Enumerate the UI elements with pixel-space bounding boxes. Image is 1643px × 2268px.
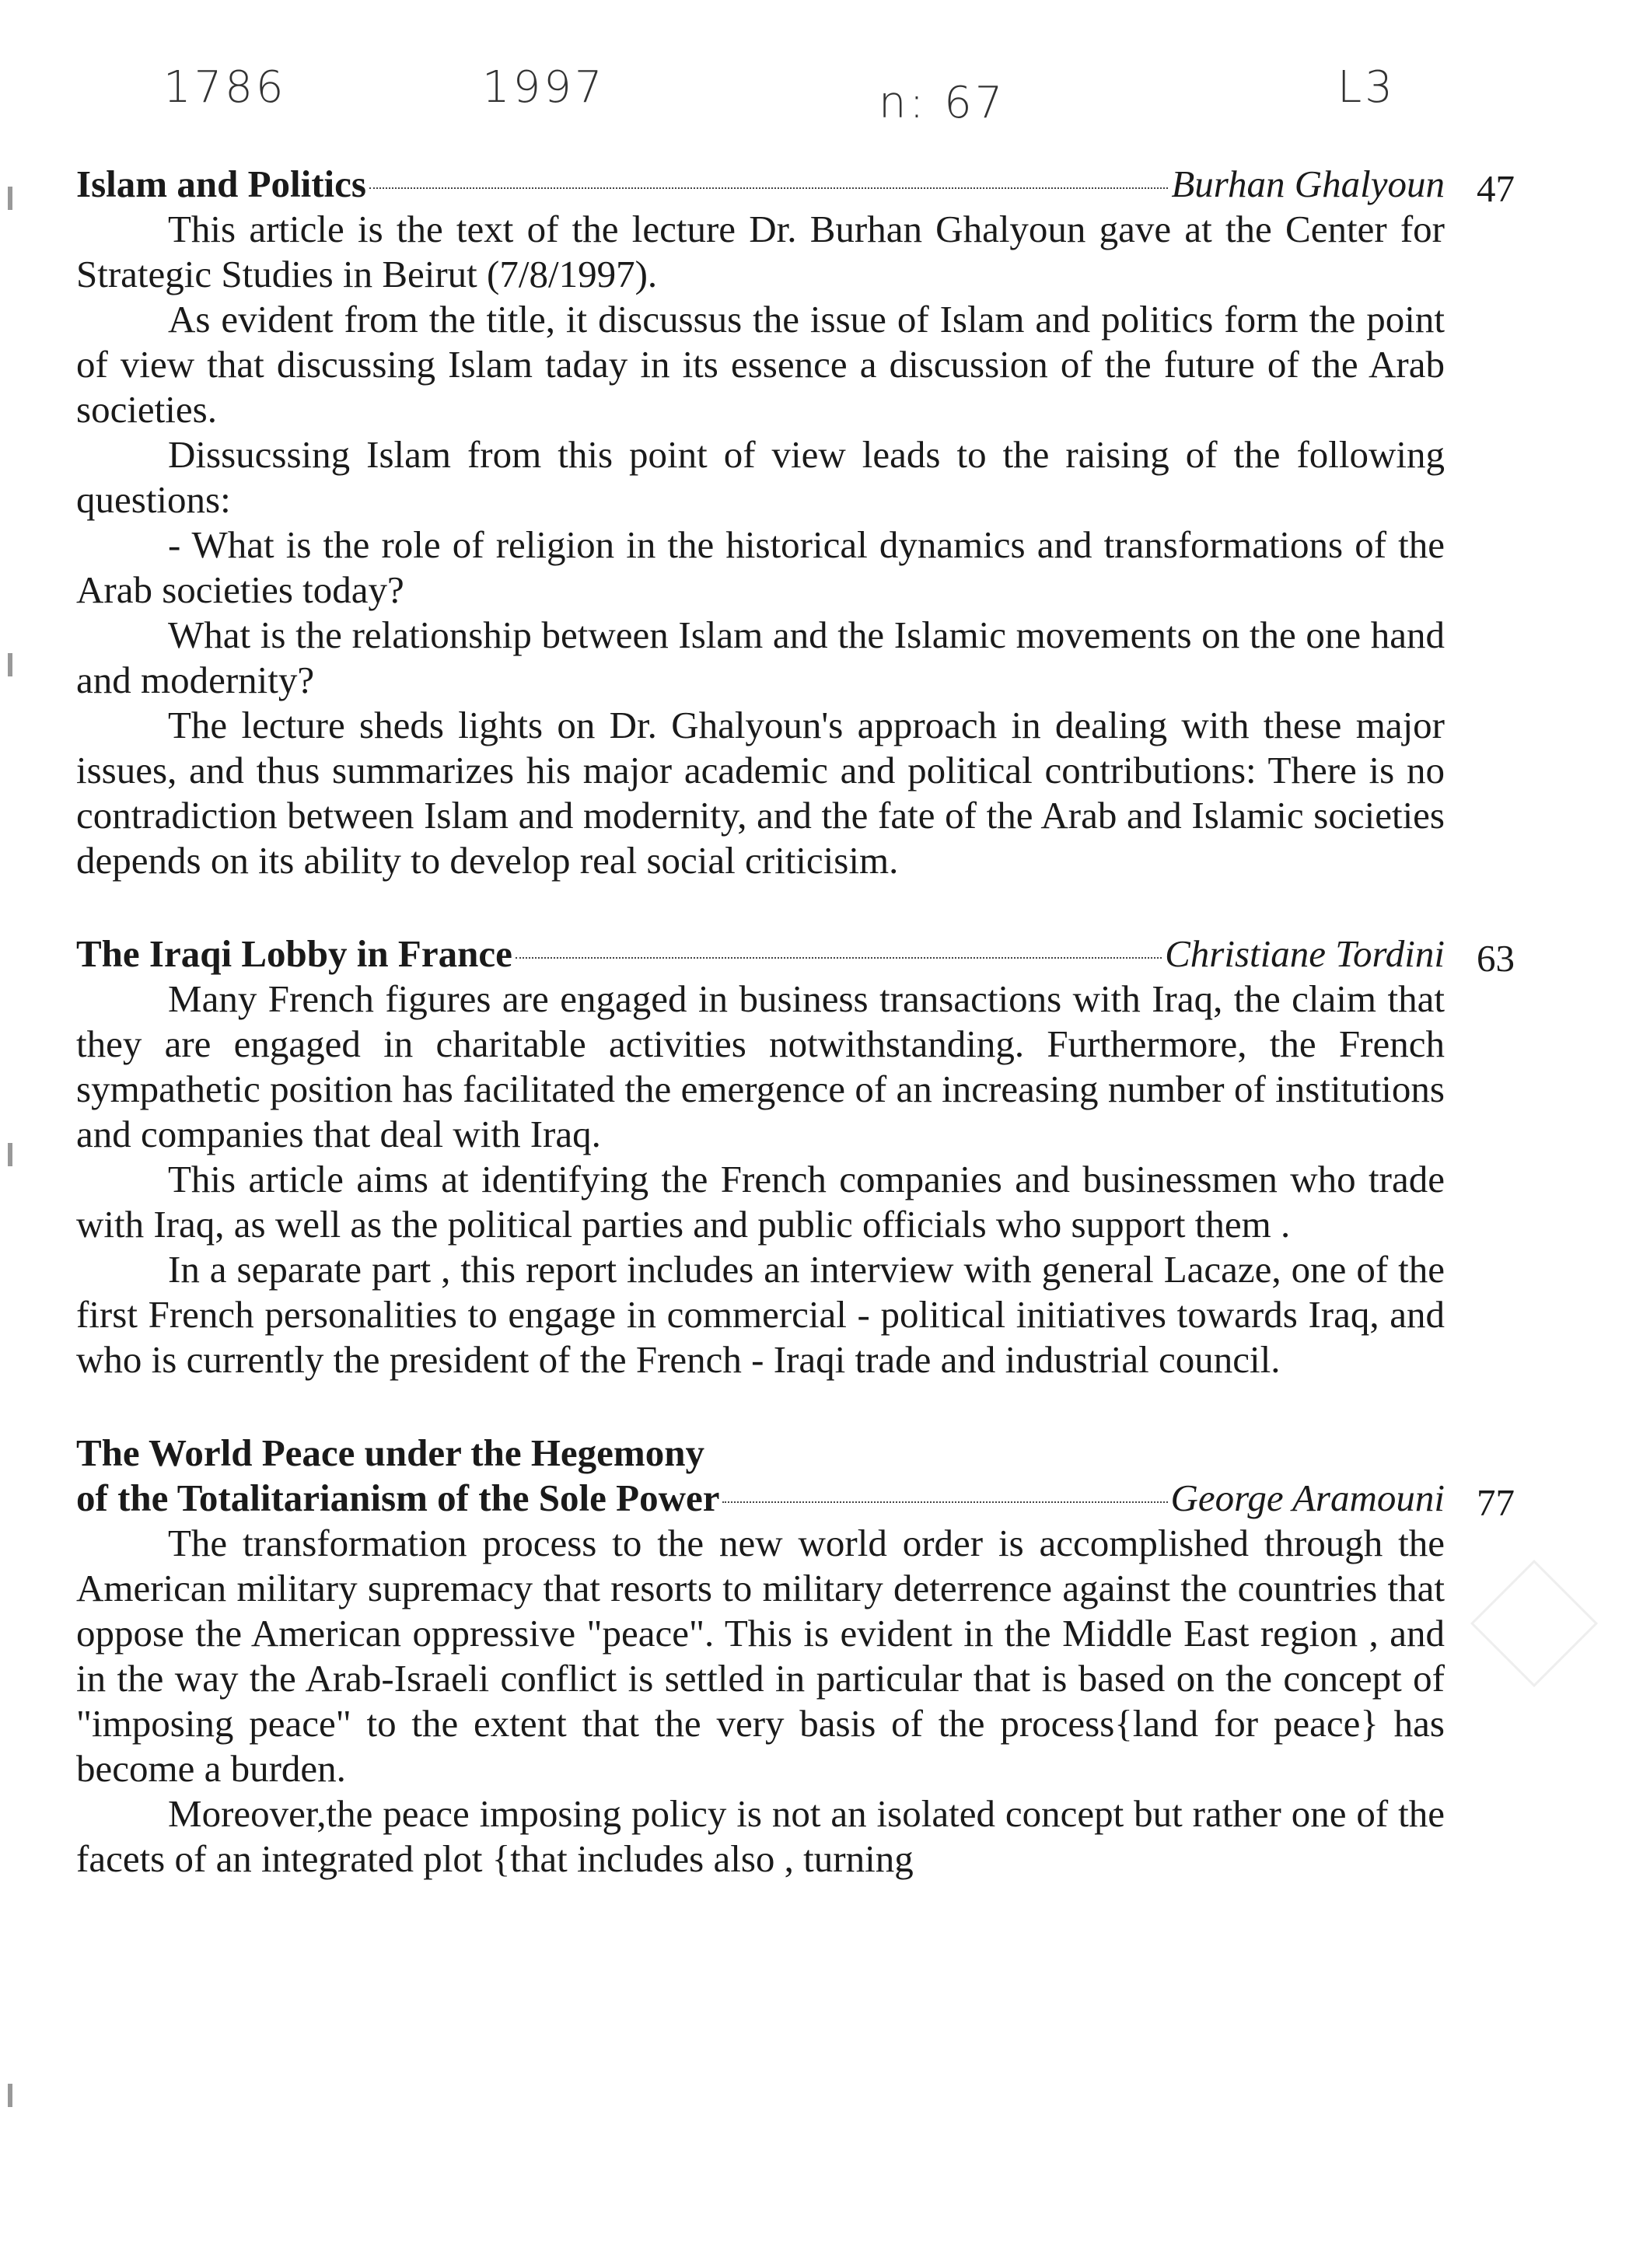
dot-leader: [722, 1501, 1167, 1503]
article-paragraph: The lecture sheds lights on Dr. Ghalyoun's approach in dealing with these major issues, and thus summarizes his major academic and political contributions: There is no contradiction between Islam and modernity, and the fate of the Arab and Islamic societies depends on its ability to develop real social criticisim.: [76, 704, 1445, 882]
article-title: of the Totalitarianism of the Sole Power: [76, 1476, 720, 1519]
table-of-contents: [76, 162, 1515, 1930]
dot-leader: [369, 187, 1168, 189]
dot-leader: [516, 957, 1162, 959]
page-number: 47: [1477, 167, 1515, 210]
article-paragraph: - What is the role of religion in the historical dynamics and transformations of the Arab societies today?: [76, 523, 1445, 611]
article-paragraph: What is the relationship between Islam and the Islamic movements on the one hand and modernity?: [76, 613, 1445, 701]
article-title: The Iraqi Lobby in France: [76, 932, 512, 975]
article-paragraph: This article aims at identifying the French companies and businessmen who trade with Iraq, as well as the political parties and public officials who support them .: [76, 1158, 1445, 1246]
article-heading: [76, 931, 1515, 980]
handwritten-note: n: 67: [879, 78, 1006, 128]
article-entry: [76, 162, 1515, 883]
page-number: 63: [1477, 937, 1515, 980]
watermark-logo: [1470, 1560, 1598, 1687]
article-paragraph: Many French figures are engaged in business transactions with Iraq, the claim that they are engaged in charitable activities notwithstanding. Furthermore, the French sympathetic position has facilitated the emergence of an increasing number of institutions and companies that deal with Iraq.: [76, 977, 1445, 1155]
article-paragraph: Moreover,the peace imposing policy is not an isolated concept but rather one of the facets of an integrated plot {that includes also , turning: [76, 1792, 1445, 1880]
scan-edge-marks: [0, 0, 23, 2268]
article-entry: [76, 1431, 1515, 1882]
article-author: Burhan Ghalyoun: [1171, 162, 1445, 205]
article-heading: [76, 162, 1515, 210]
article-paragraph: In a separate part , this report includes an interview with general Lacaze, one of the first French personalities to engage in commercial - political initiatives towards Iraq, and who is currently the president of the French - Iraqi trade and industrial council.: [76, 1248, 1445, 1381]
article-author: George Aramouni: [1170, 1476, 1445, 1519]
article-author: Christiane Tordini: [1165, 932, 1445, 975]
article-title-line1: The World Peace under the Hegemony: [76, 1431, 704, 1474]
article-paragraph: As evident from the title, it discussus the issue of Islam and politics form the point of view that discussing Islam taday in its essence a discussion of the future of the Arab societies.: [76, 298, 1445, 431]
handwritten-note: L3: [1337, 62, 1396, 113]
page-number: 77: [1477, 1481, 1515, 1524]
article-title: Islam and Politics: [76, 162, 366, 205]
handwritten-note: 1786: [163, 62, 287, 113]
article-heading: [76, 1476, 1515, 1524]
article-paragraph: This article is the text of the lecture Dr. Burhan Ghalyoun gave at the Center for Strategic Studies in Beirut (7/8/1997).: [76, 208, 1445, 295]
article-entry: [76, 931, 1515, 1382]
handwritten-note: 1997: [482, 62, 606, 113]
article-paragraph: Dissucssing Islam from this point of view leads to the raising of the following questions:: [76, 433, 1445, 521]
article-paragraph: The transformation process to the new world order is accomplished through the American military supremacy that resorts to military deterrence against the countries that oppose the American oppressive "peace". This is evident in the Middle East region , and in the way the Arab-Israeli conflict is settled in particular that is based on the concept of "imposing peace" to the extent that the very basis of the process{land for peace} has become a burden.: [76, 1522, 1445, 1790]
